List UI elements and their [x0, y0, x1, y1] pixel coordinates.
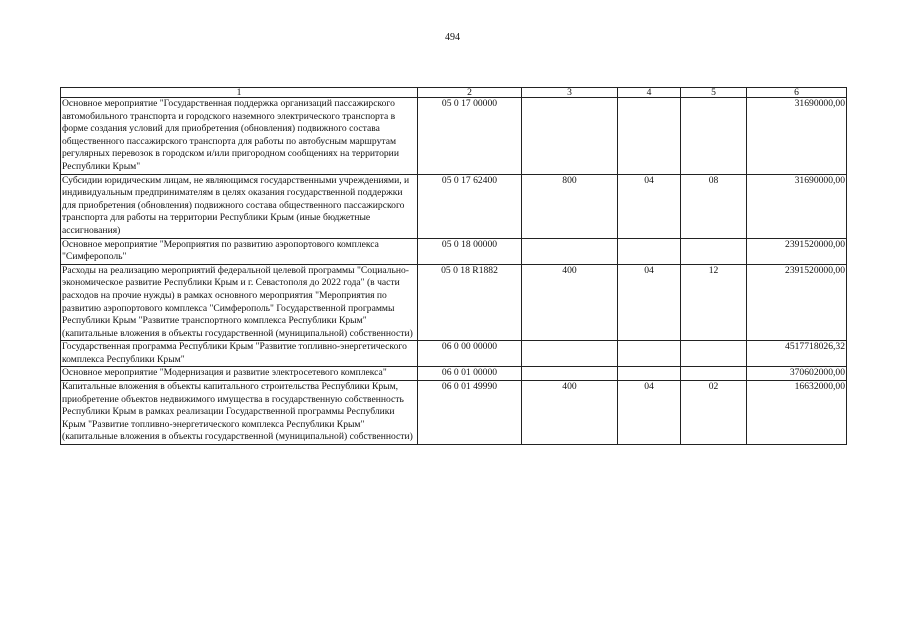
- row-code: 05 0 18 00000: [418, 238, 522, 264]
- row-pr: [681, 238, 747, 264]
- page-number: 494: [445, 32, 460, 43]
- row-rz: 04: [618, 174, 681, 238]
- row-name: Основное мероприятие "Государственная поддержка организаций пассажирского автомобильного транспорта и городского наземного электрического транспорта в форме создания условий для приобретения (обновления) подвижного состава общественного пассажирского транспорта для работы по автобусным маршрутам регулярных перевозок в городском и/или пригородном сообщениях на территории Республики Крым": [61, 98, 418, 175]
- table-header-row: [61, 88, 847, 98]
- row-pr: 12: [681, 264, 747, 341]
- row-amount: 31690000,00: [747, 174, 847, 238]
- row-amount: 31690000,00: [747, 98, 847, 175]
- row-vr: 400: [522, 381, 618, 445]
- row-code: 05 0 17 62400: [418, 174, 522, 238]
- column-header-4: 4: [618, 88, 681, 98]
- table-row: [61, 98, 847, 175]
- row-pr: [681, 98, 747, 175]
- row-pr: 02: [681, 381, 747, 445]
- row-rz: [618, 341, 681, 367]
- table-row: [61, 264, 847, 341]
- row-amount: 2391520000,00: [747, 238, 847, 264]
- row-vr: 400: [522, 264, 618, 341]
- table-row: [61, 367, 847, 381]
- column-header-5: 5: [681, 88, 747, 98]
- row-name: Расходы на реализацию мероприятий федеральной целевой программы "Социально-экономическое развитие Республики Крым и г. Севастополя до 2022 года" (в части расходов на прочие нужды) в рамках основного мероприятия "Мероприятия по развитию аэропортового комплекса "Симферополь" Государственной программы Республики Крым "Развитие транспортного комплекса Республики Крым" (капитальные вложения в объекты государственной (муниципальной) собственности): [61, 264, 418, 341]
- row-vr: [522, 367, 618, 381]
- row-name: Государственная программа Республики Крым "Развитие топливно-энергетического комплекса Республики Крым": [61, 341, 418, 367]
- row-name: Основное мероприятие "Мероприятия по развитию аэропортового комплекса "Симферополь": [61, 238, 418, 264]
- table-row: [61, 238, 847, 264]
- row-code: 06 0 01 49990: [418, 381, 522, 445]
- row-name: Капитальные вложения в объекты капитального строительства Республики Крым, приобретение объектов недвижимого имущества в государственную собственность Республики Крым в рамках реализации Государственной программы Республики Крым "Развитие топливно-энергетического комплекса Республики Крым" (капитальные вложения в объекты государственной (муниципальной) собственности): [61, 381, 418, 445]
- row-rz: [618, 238, 681, 264]
- row-rz: [618, 98, 681, 175]
- budget-table: [60, 87, 847, 445]
- column-header-3: 3: [522, 88, 618, 98]
- row-pr: [681, 367, 747, 381]
- row-pr: 08: [681, 174, 747, 238]
- row-amount: 16632000,00: [747, 381, 847, 445]
- row-rz: [618, 367, 681, 381]
- row-code: 06 0 00 00000: [418, 341, 522, 367]
- row-amount: 370602000,00: [747, 367, 847, 381]
- table-row: [61, 174, 847, 238]
- row-vr: [522, 341, 618, 367]
- row-vr: 800: [522, 174, 618, 238]
- row-code: 05 0 17 00000: [418, 98, 522, 175]
- row-pr: [681, 341, 747, 367]
- column-header-6: 6: [747, 88, 847, 98]
- column-header-1: 1: [61, 88, 418, 98]
- row-code: 06 0 01 00000: [418, 367, 522, 381]
- row-name: Основное мероприятие "Модернизация и развитие электросетевого комплекса": [61, 367, 418, 381]
- column-header-2: 2: [418, 88, 522, 98]
- row-code: 05 0 18 R1882: [418, 264, 522, 341]
- row-vr: [522, 98, 618, 175]
- row-name: Субсидии юридическим лицам, не являющимся государственными учреждениями, и индивидуальным предпринимателям в целях оказания государственной поддержки для приобретения (обновления) подвижного состава общественного пассажирского транспорта для работы на территории Республики Крым (иные бюджетные ассигнования): [61, 174, 418, 238]
- table-row: [61, 341, 847, 367]
- row-rz: 04: [618, 381, 681, 445]
- row-vr: [522, 238, 618, 264]
- row-rz: 04: [618, 264, 681, 341]
- table-row: [61, 381, 847, 445]
- row-amount: 4517718026,32: [747, 341, 847, 367]
- row-amount: 2391520000,00: [747, 264, 847, 341]
